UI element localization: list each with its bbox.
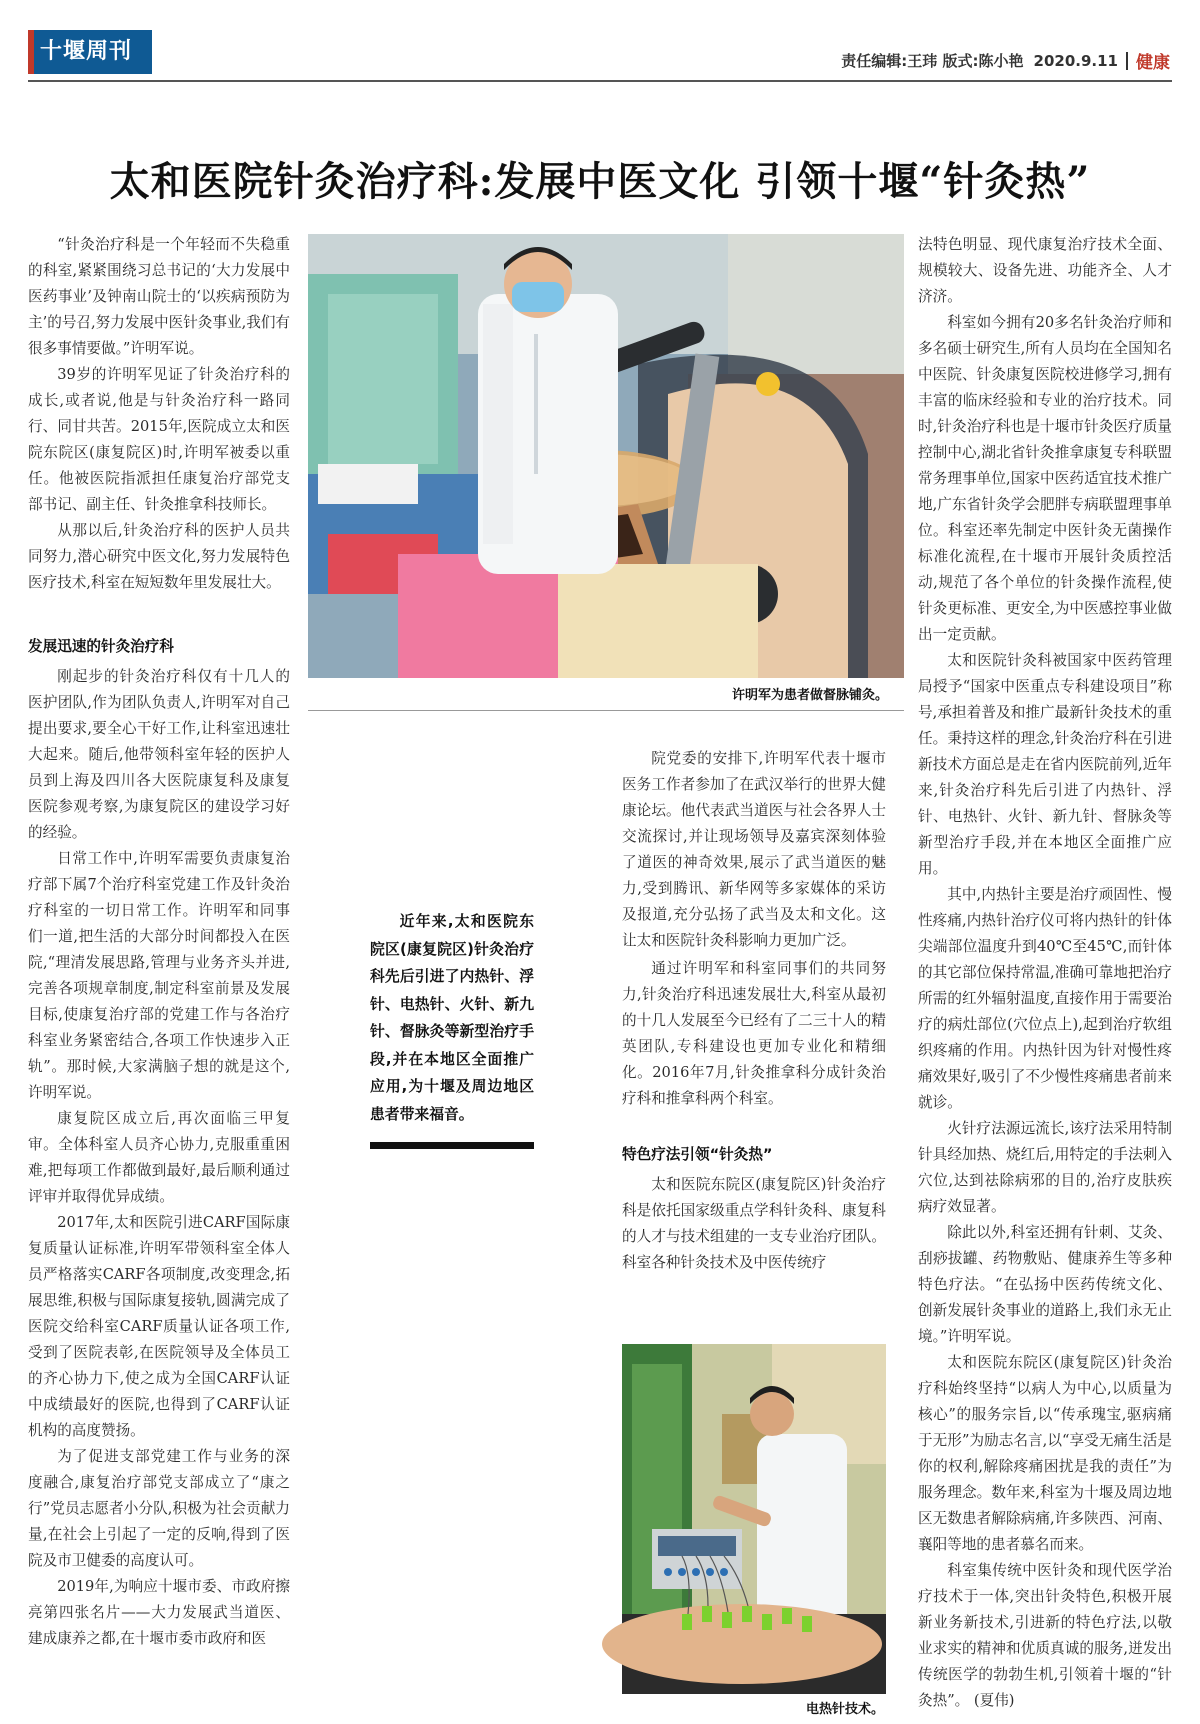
paragraph: 从那以后,针灸治疗科的医护人员共同努力,潜心研究中医文化,努力发展特色医疗技术,科室在短短数年里发展壮大。 — [28, 522, 290, 591]
header-meta — [841, 48, 1170, 73]
photo-caption: 许明军为患者做督脉铺灸。 — [731, 688, 888, 703]
paragraph: 刚起步的针灸治疗科仅有十几人的医护团队,作为团队负责人,许明军对自己提出要求,要全心干好工作,让科室迅速壮大起来。随后,他带领科室年轻的医护人员到上海及四川各大医院康复科及康复医院参观考察,为康复院区的建设学习好的经验。 — [28, 668, 290, 841]
caption-rule — [308, 710, 904, 711]
paragraph: 太和医院东院区(康复院区)针灸治疗科是依托国家级重点学科针灸科、康复科的人才与技术组建的一支专业治疗团队。科室各种针灸技术及中医传统疗 — [622, 1176, 886, 1271]
photo-moxibustion-treatment — [308, 234, 904, 678]
paragraph: 院党委的安排下,许明军代表十堰市医务工作者参加了在武汉举行的世界大健康论坛。他代表武当道医与社会各界人士交流探讨,并让现场领导及嘉宾深刻体验了道医的神奇效果,展示了武当道医的魅力,受到腾讯、新华网等多家媒体的采访及报道,充分弘扬了武当及太和文化。这让太和医院针灸科影响力更加广泛。 — [622, 750, 886, 949]
subheading: 发展迅速的针灸治疗科 — [28, 638, 174, 655]
header-rule — [28, 80, 1172, 82]
paragraph: 为了促进支部党建工作与业务的深度融合,康复治疗部党支部成立了“康之行”党员志愿者小分队,积极为社会贡献力量,在社会上引起了一定的反响,得到了医院及市卫健委的高度认可。 — [28, 1448, 290, 1569]
paragraph: 康复院区成立后,再次面临三甲复审。全体科室人员齐心协力,克服重重困难,把每项工作都做到最好,最后顺利通过评审并取得优异成绩。 — [28, 1110, 290, 1205]
editor-credits: 责任编辑:王玮 版式:陈小艳 — [841, 52, 1024, 70]
pull-quote: 近年来,太和医院东院区(康复院区)针灸治疗科先后引进了内热针、浮针、电热针、火针、新九针、督脉灸等新型治疗手段,并在本地区全面推广应用,为十堰及周边地区患者带来福音。 — [370, 913, 534, 1123]
headline: 太和医院针灸治疗科:发展中医文化 引领十堰“针灸热” — [109, 158, 1091, 205]
paragraph: 法特色明显、现代康复治疗技术全面、规模较大、设备先进、功能齐全、人才济济。 — [918, 236, 1172, 305]
paragraph: 39岁的许明军见证了针灸治疗科的成长,或者说,他是与针灸治疗科一路同行、同甘共苦。2015年,医院成立太和医院东院区(康复院区)时,许明军被委以重任。他被医院指派担任康复治疗部党支部书记、副主任、针灸推拿科技师长。 — [28, 366, 290, 513]
paragraph: 其中,内热针主要是治疗顽固性、慢性疼痛,内热针治疗仪可将内热针的针体尖端部位温度升到40℃至45℃,而针体的其它部位保持常温,准确可靠地把治疗所需的红外辐射温度,直接作用于需要治疗的病灶部位(穴位点上),起到治疗软组织疼痛的作用。内热针因为针对慢性疼痛效果好,吸引了不少慢性疼痛患者前来就诊。 — [918, 886, 1172, 1111]
paragraph: 火针疗法源远流长,该疗法采用特制针具经加热、烧红后,用特定的手法刺入穴位,达到祛除病邪的目的,治疗皮肤疾病疗效显著。 — [918, 1120, 1172, 1215]
paragraph: 太和医院东院区(康复院区)针灸治疗科始终坚持“以病人为中心,以质量为核心”的服务宗旨,以“传承瑰宝,驱病痛于无形”为励志名言,以“享受无痛生活是你的权利,解除疼痛困扰是我的责任”为服务理念。数年来,科室为十堰及周边地区无数患者解除病痛,许多陕西、河南、襄阳等地的患者慕名而来。 — [918, 1354, 1172, 1553]
article-column-3 — [622, 746, 886, 1271]
article-column-4 — [918, 232, 1172, 1724]
paragraph: 日常工作中,许明军需要负责康复治疗部下属7个治疗科室党建工作及针灸治疗科室的一切日常工作。许明军和同事们一道,把生活的大部分时间都投入在医院,“理清发展思路,管理与业务齐头并进,完善各项规章制度,制定科室前景及发展目标,使康复治疗部的党建工作与各治疗科室业务紧密结合,各项工作快速步入正轨”。那时候,大家满脑子想的就是这个,许明军说。 — [28, 850, 290, 1101]
paragraph: 科室集传统中医针灸和现代医学治疗技术于一体,突出针灸特色,积极开展新业务新技术,引进新的特色疗法,以敬业求实的精神和优质真诚的服务,迸发出传统医学的勃勃生机,引领着十堰的“针灸热”。 (夏伟) — [918, 1562, 1172, 1709]
photo-electro-acupuncture — [622, 1344, 886, 1694]
masthead-logo: 十堰周刊 — [28, 30, 152, 74]
paragraph: 2019年,为响应十堰市委、市政府擦亮第四张名片——大力发展武当道医、建成康养之都,在十堰市委市政府和医 — [28, 1578, 290, 1647]
header-divider — [1126, 52, 1128, 70]
paragraph: 科室如今拥有20多名针灸治疗师和多名硕士研究生,所有人员均在全国知名中医院、针灸康复医院校进修学习,拥有丰富的临床经验和专业的治疗技术。同时,针灸治疗科也是十堰市针灸医疗质量控制中心,湖北省针灸推拿康复专科联盟常务理事单位,国家中医药适宜技术推广地,广东省针灸学会肥胖专病联盟理事单位。科室还率先制定中医针灸无菌操作标准化流程,在十堰市开展针灸质控活动,规范了各个单位的针灸操作流程,使针灸更标准、更安全,为中医感控事业做出一定贡献。 — [918, 314, 1172, 643]
article-column-1 — [28, 232, 290, 1724]
pull-quote-bar — [370, 1142, 534, 1149]
paragraph: “针灸治疗科是一个年轻而不失稳重的科室,紧紧围绕习总书记的‘大力发展中医药事业’及钟南山院士的‘以疾病预防为主’的号召,努力发展中医针灸事业,我们有很多事情要做。”许明军说。 — [28, 236, 291, 357]
issue-date: 2020.9.11 — [1033, 51, 1118, 70]
photo-caption: 电热针技术。 — [805, 1702, 884, 1717]
paragraph: 除此以外,科室还拥有针刺、艾灸、刮痧拔罐、药物敷贴、健康养生等多种特色疗法。“在弘扬中医药传统文化、创新发展针灸事业的道路上,我们永无止境。”许明军说。 — [918, 1224, 1172, 1345]
section-label: 健康 — [1136, 53, 1170, 73]
paragraph: 通过许明军和科室同事们的共同努力,针灸治疗科迅速发展壮大,科室从最初的十几人发展至今已经有了二三十人的精英团队,专科建设也更加专业化和精细化。2016年7月,针灸推拿科分成针灸治疗科和推拿科两个科室。 — [622, 960, 886, 1107]
paragraph: 2017年,太和医院引进CARF国际康复质量认证标准,许明军带领科室全体人员严格落实CARF各项制度,改变理念,拓展思维,积极与国际康复接轨,圆满完成了医院交给科室CARF质量认证各项工作,受到了医院表彰,在医院领导及全体员工的齐心协力下,使之成为全国CARF认证中成绩最好的医院,也得到了CARF认证机构的高度赞扬。 — [28, 1214, 290, 1439]
paragraph: 太和医院针灸科被国家中医药管理局授予“国家中医重点专科建设项目”称号,承担着普及和推广最新针灸技术的重任。秉持这样的理念,针灸治疗科在引进新技术方面总是走在省内医院前列,近年来,针灸治疗科先后引进了内热针、浮针、电热针、火针、新九针、督脉灸等新型治疗手段,并在本地区全面推广应用。 — [918, 652, 1172, 877]
subheading: 特色疗法引领“针灸热” — [622, 1146, 773, 1163]
